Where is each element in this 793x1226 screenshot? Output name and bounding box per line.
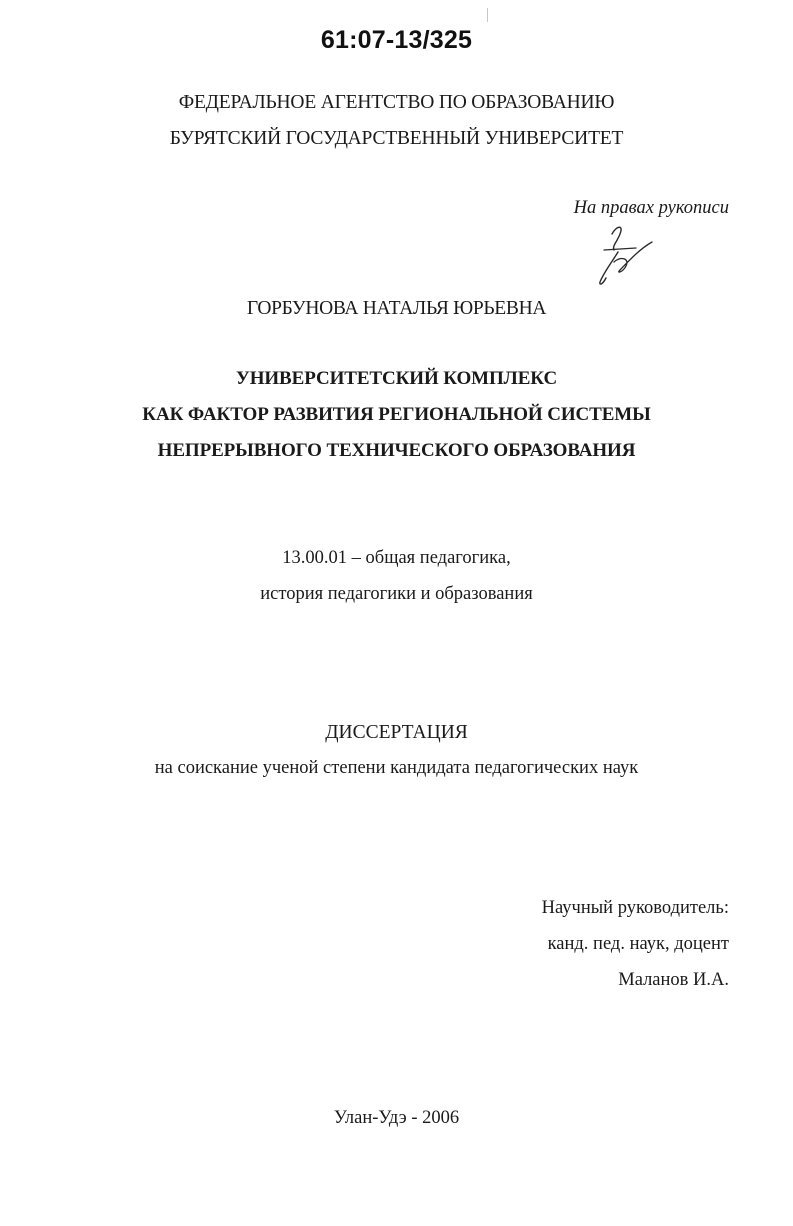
manuscript-rights-note: На правах рукописи <box>573 198 729 218</box>
title-line-2: КАК ФАКТОР РАЗВИТИЯ РЕГИОНАЛЬНОЙ СИСТЕМЫ <box>142 404 651 425</box>
advisor-name: Маланов И.А. <box>618 970 729 990</box>
specialty-name-line: история педагогики и образования <box>260 584 533 604</box>
work-purpose: на соискание ученой степени кандидата педагогических наук <box>154 758 639 778</box>
title-line-3: НЕПРЕРЫВНОГО ТЕХНИЧЕСКОГО ОБРАЗОВАНИЯ <box>157 440 636 461</box>
advisor-label: Научный руководитель: <box>541 898 729 918</box>
archive-code: 61:07-13/325 <box>320 26 473 54</box>
university-name: БУРЯТСКИЙ ГОСУДАРСТВЕННЫЙ УНИВЕРСИТЕТ <box>169 128 624 149</box>
title-line-1: УНИВЕРСИТЕТСКИЙ КОМПЛЕКС <box>235 368 558 389</box>
agency-name: ФЕДЕРАЛЬНОЕ АГЕНТСТВО ПО ОБРАЗОВАНИЮ <box>178 92 615 113</box>
author-name: ГОРБУНОВА НАТАЛЬЯ ЮРЬЕВНА <box>246 298 547 319</box>
specialty-code-line: 13.00.01 – общая педагогика, <box>282 548 511 568</box>
scan-artifact-mark <box>487 8 488 22</box>
advisor-degree: канд. пед. наук, доцент <box>547 934 729 954</box>
work-type: ДИССЕРТАЦИЯ <box>325 722 468 743</box>
place-and-year: Улан-Удэ - 2006 <box>333 1108 460 1128</box>
handwritten-signature <box>590 216 660 288</box>
